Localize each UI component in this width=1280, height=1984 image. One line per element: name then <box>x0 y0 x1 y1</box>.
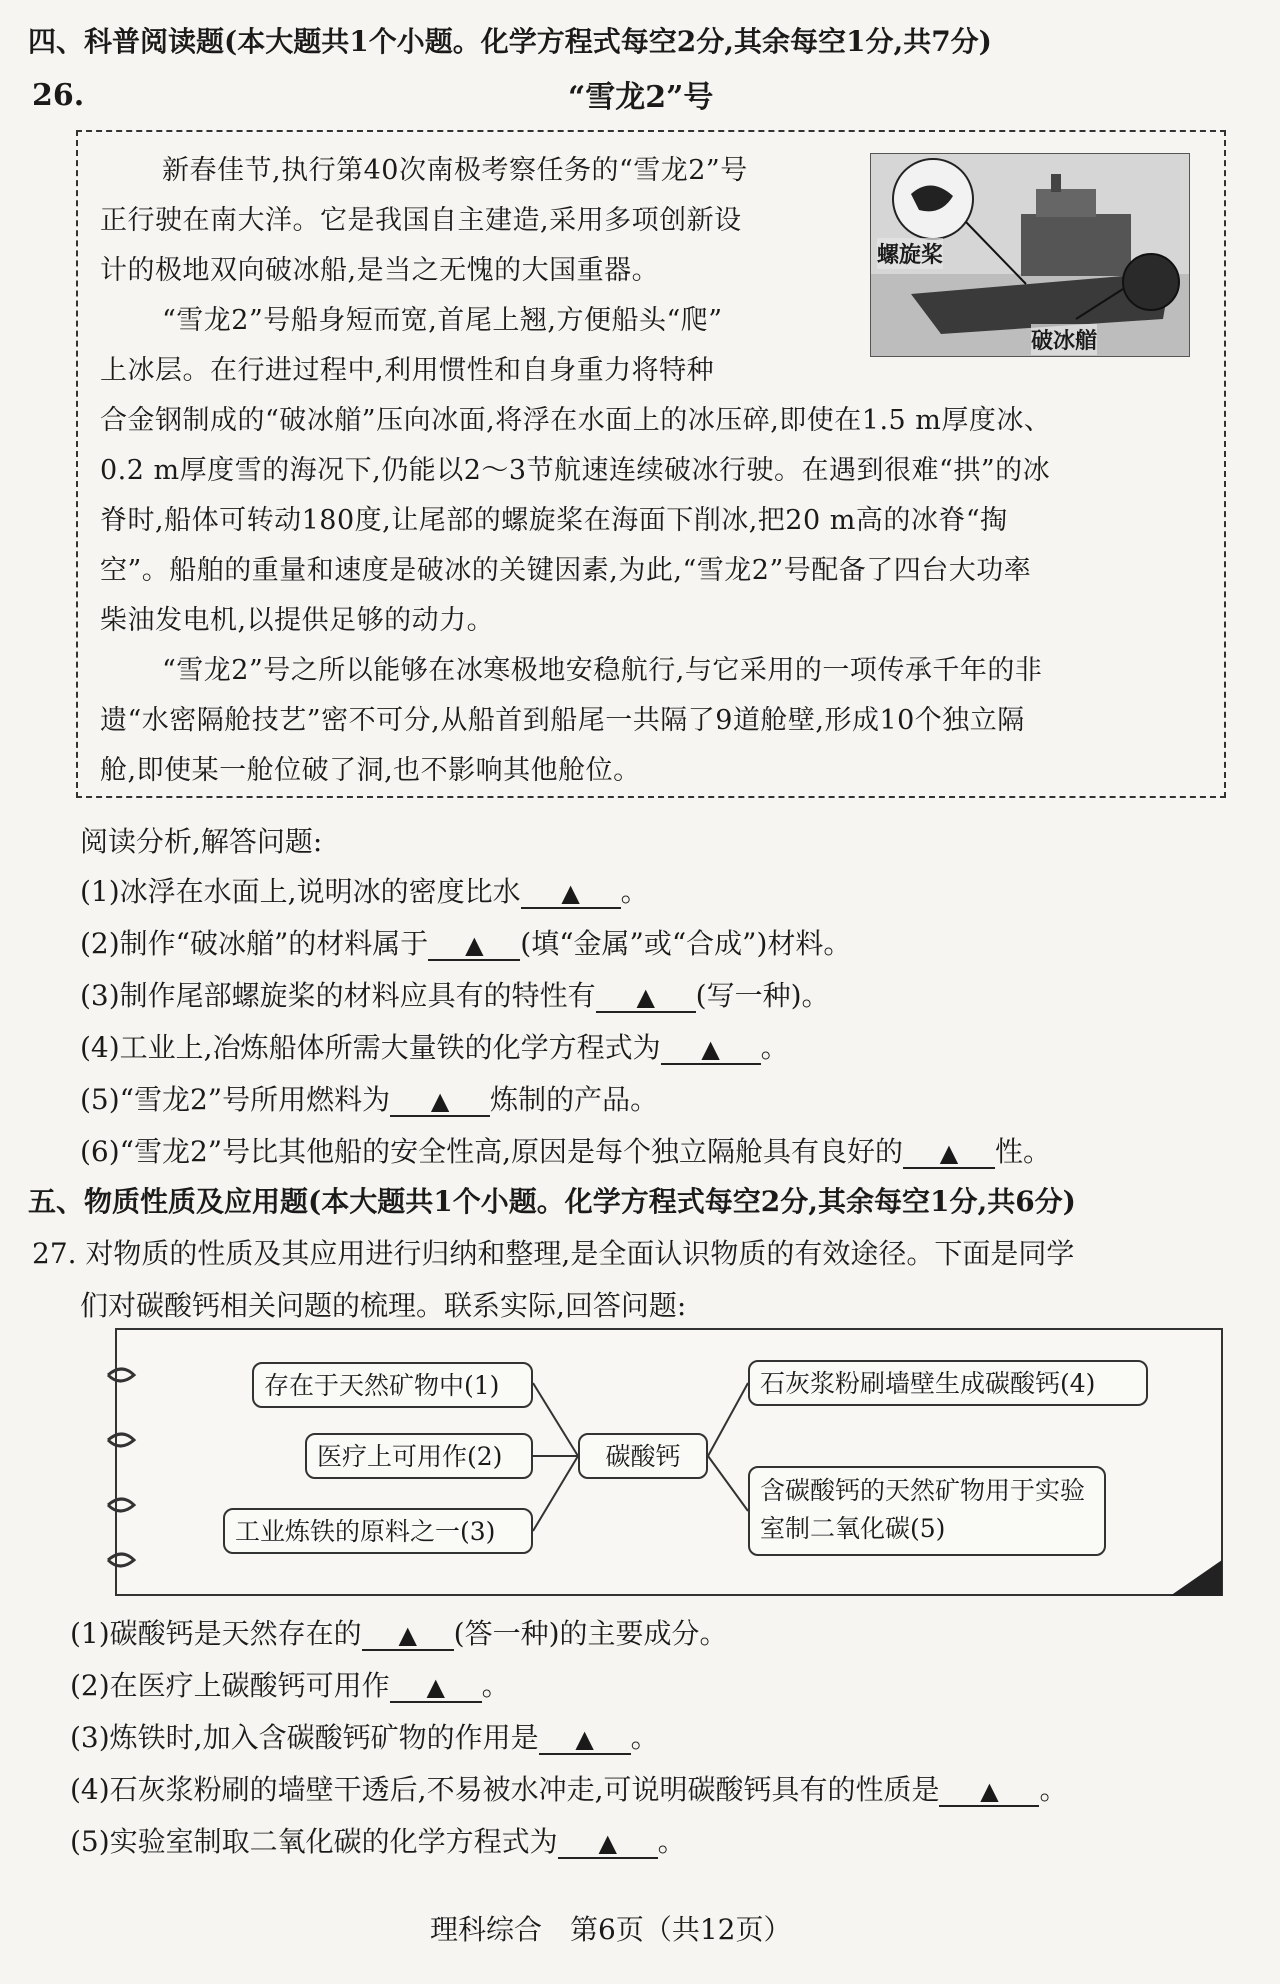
question-text: (答一种)的主要成分。 <box>453 1617 728 1650</box>
question-text: (4)石灰浆粉刷的墙壁干透后,不易被水冲走,可说明碳酸钙具有的性质是 <box>70 1773 940 1806</box>
node-iron-smelting: 工业炼铁的原料之一(3) <box>223 1508 533 1554</box>
question-text: (写一种)。 <box>695 979 830 1012</box>
answer-blank[interactable]: ▲ <box>521 879 621 909</box>
propeller-label: 螺旋桨 <box>877 238 943 269</box>
node-calcium-carbonate: 碳酸钙 <box>578 1433 708 1479</box>
node-lab-co2-line2: 室制二氧化碳(5) <box>760 1514 946 1543</box>
answer-blank[interactable]: ▲ <box>362 1621 454 1651</box>
passage-line: 新春佳节,执行第40次南极考察任务的“雪龙2”号 <box>162 155 748 186</box>
passage-line: “雪龙2”号之所以能够在冰寒极地安稳航行,与它采用的一项传承千年的非 <box>162 655 1043 686</box>
page-footer: 理科综合 第6页（共12页） <box>430 1913 792 1946</box>
answer-blank[interactable]: ▲ <box>539 1725 631 1755</box>
passage-line: 遗“水密隔舱技艺”密不可分,从船首到船尾一共隔了9道舱壁,形成10个独立隔 <box>100 705 1025 736</box>
question-27-4 <box>70 1768 1067 1808</box>
question-27-stem-line2: 们对碳酸钙相关问题的梳理。联系实际,回答问题: <box>80 1289 687 1322</box>
question-text: (1)冰浮在水面上,说明冰的密度比水 <box>80 875 521 908</box>
question-text: 。 <box>630 1721 659 1754</box>
question-text: (2)在医疗上碳酸钙可用作 <box>70 1669 390 1702</box>
answer-blank[interactable]: ▲ <box>390 1087 490 1117</box>
answer-blank[interactable]: ▲ <box>558 1829 658 1859</box>
question-text: 。 <box>481 1669 510 1702</box>
question-text: (3)炼铁时,加入含碳酸钙矿物的作用是 <box>70 1721 539 1754</box>
passage-line: 0.2 m厚度雪的海况下,仍能以2～3节航速连续破冰行驶。在遇到很难“拱”的冰 <box>100 455 1051 486</box>
question-text: (6)“雪龙2”号比其他船的安全性高,原因是每个独立隔舱具有良好的 <box>80 1135 904 1168</box>
question-text: 。 <box>1039 1773 1068 1806</box>
passage-line: 合金钢制成的“破冰艏”压向冰面,将浮在水面上的冰压碎,即使在1.5 m厚度冰、 <box>100 405 1052 436</box>
question-text: 炼制的产品。 <box>490 1083 659 1116</box>
node-lab-co2-line1: 含碳酸钙的天然矿物用于实验 <box>760 1476 1086 1505</box>
passage-line: 舱,即使某一舱位破了洞,也不影响其他舱位。 <box>100 755 641 786</box>
node-lab-co2 <box>748 1466 1106 1556</box>
node-natural-mineral: 存在于天然矿物中(1) <box>252 1362 533 1408</box>
passage-line: “雪龙2”号船身短而宽,首尾上翘,方便船头“爬” <box>162 305 723 336</box>
question-text: (3)制作尾部螺旋桨的材料应具有的特性有 <box>80 979 596 1012</box>
answer-blank[interactable]: ▲ <box>939 1777 1039 1807</box>
question-text: (填“金属”或“合成”)材料。 <box>520 927 852 960</box>
question-text: (5)实验室制取二氧化碳的化学方程式为 <box>70 1825 558 1858</box>
answer-blank[interactable]: ▲ <box>661 1035 761 1065</box>
question-text: 。 <box>620 875 649 908</box>
passage-line: 脊时,船体可转动180度,让尾部的螺旋桨在海面下削冰,把20 m高的冰脊“掏 <box>100 505 1008 536</box>
question-text: (5)“雪龙2”号所用燃料为 <box>80 1083 391 1116</box>
question-26-number: 26. <box>32 78 85 113</box>
section-5-heading: 五、物质性质及应用题(本大题共1个小题。化学方程式每空2分,其余每空1分,共6分) <box>28 1185 1076 1218</box>
node-medical-use: 医疗上可用作(2) <box>305 1433 533 1479</box>
question-text: (2)制作“破冰艏”的材料属于 <box>80 927 429 960</box>
section-4-heading: 四、科普阅读题(本大题共1个小题。化学方程式每空2分,其余每空1分,共7分) <box>28 25 992 58</box>
question-27-1 <box>70 1612 728 1652</box>
question-27-stem-line1: 27. 对物质的性质及其应用进行归纳和整理,是全面认识物质的有效途径。下面是同学 <box>32 1237 1075 1270</box>
questions-intro: 阅读分析,解答问题: <box>80 825 323 858</box>
question-27-3 <box>70 1716 659 1756</box>
passage-line: 上冰层。在行进过程中,利用惯性和自身重力将特种 <box>100 355 715 386</box>
question-text: (1)碳酸钙是天然存在的 <box>70 1617 362 1650</box>
question-text: 。 <box>760 1031 789 1064</box>
answer-blank[interactable]: ▲ <box>903 1139 995 1169</box>
passage-line: 正行驶在南大洋。它是我国自主建造,采用多项创新设 <box>100 205 742 236</box>
answer-blank[interactable]: ▲ <box>596 983 696 1013</box>
node-lime-plaster: 石灰浆粉刷墙壁生成碳酸钙(4) <box>748 1360 1148 1406</box>
question-27-2 <box>70 1664 510 1704</box>
question-text: (4)工业上,冶炼船体所需大量铁的化学方程式为 <box>80 1031 661 1064</box>
question-text: 性。 <box>995 1135 1052 1168</box>
question-27-5 <box>70 1820 686 1860</box>
passage-line: 空”。船舶的重量和速度是破冰的关键因素,为此,“雪龙2”号配备了四台大功率 <box>100 555 1032 586</box>
passage-line: 柴油发电机,以提供足够的动力。 <box>100 605 495 636</box>
question-text: 。 <box>657 1825 686 1858</box>
icebreaker-bow-label: 破冰艏 <box>1031 324 1097 355</box>
answer-blank[interactable]: ▲ <box>390 1673 482 1703</box>
passage-line: 计的极地双向破冰船,是当之无愧的大国重器。 <box>100 255 660 286</box>
answer-blank[interactable]: ▲ <box>428 931 520 961</box>
article-title: “雪龙2”号 <box>568 80 714 115</box>
